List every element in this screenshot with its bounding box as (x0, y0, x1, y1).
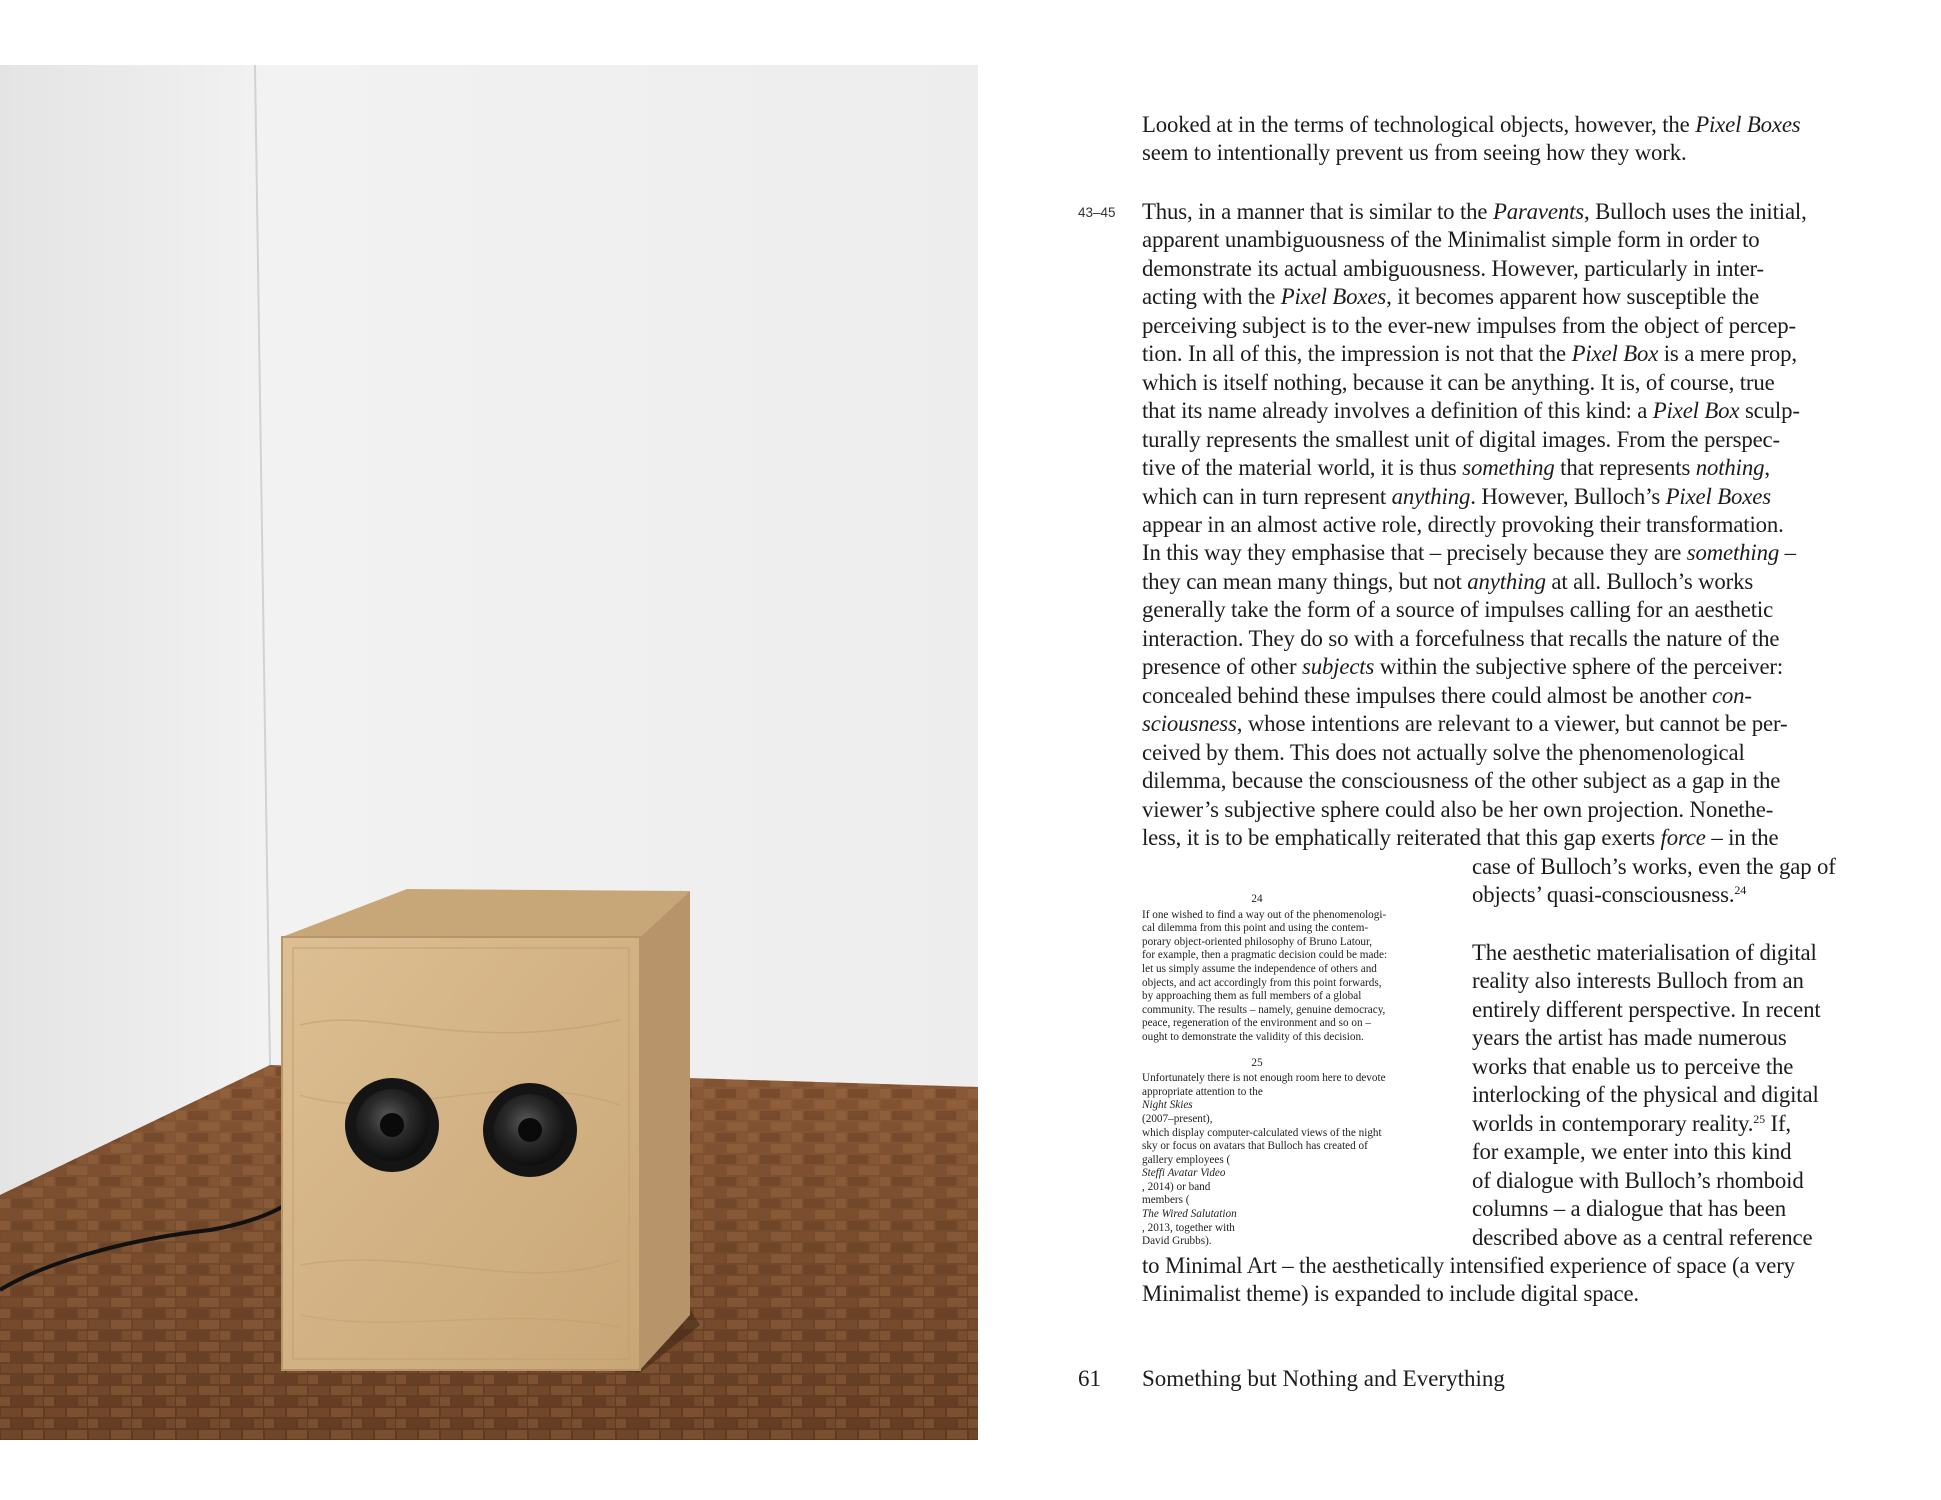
main-paragraph: Thus, in a manner that is similar to the Paravents, Bulloch uses the initial, apparent unambiguousness of the Minimalist simple form in order to demonstrate its actual ambiguousness. However, particularly in inter- acting with the Pixel Boxes, it becomes apparent how susceptible the perceiving subject is to the ever-new impulses from the object of percep- tion. In all of this, the impression is not that the Pixel Box is a mere prop, which is itself nothing, because it can be anything. It is, of course, true that its name already involves a definition of this kind: a Pixel Box sculp- turally represents the smallest unit of digital images. From the perspec- tive of the material world, it is thus something that represents nothing, which can in turn represent anything. However, Bulloch’s Pixel Boxes appear in an almost active role, directly provoking their transformation. In this way they emphasise that – precisely because they are something – they can mean many things, but not anything at all. Bulloch’s works generally take the form of a source of impulses calling for an aesthetic interaction. They do so with a forcefulness that recalls the nature of the presence of other subjects within the subjective sphere of the perceiver: concealed behind these impulses there could almost be another con- sciousness, whose intentions are relevant to a viewer, but cannot be per- ceived by them. This does not actually solve the phenomenological dilemma, because the consciousness of the other subject as a gap in the viewer’s subjective sphere could also be her own projection. Nonethe- less, it is to be emphatically reiterated that this gap exerts force – in the (1142, 199, 1807, 850)
page-number: 61 (1078, 1366, 1101, 1391)
footnote-number: 24 (1251, 893, 1263, 905)
running-title: Something but Nothing and Everything (1142, 1366, 1505, 1391)
footnote-25: Unfortunately there is not enough room here to devote appropriate attention to the Night Skies (2007–present), which display computer-calculated views of the night sky or focus on avatars that Bulloch has created of gallery employees ( Steffi Avatar Video , 2014) or band members ( The Wired Salutation , 2013, together with David Grubbs). (1142, 1072, 1386, 1248)
intro-paragraph: Looked at in the terms of technological objects, however, the Pixel Boxes seem to intentionally prevent us from seeing how they work. (1142, 112, 1801, 166)
footnote-24: If one wished to find a way out of the phenomenologi- cal dilemma from this point and using the contem- porary object-oriented philosophy of Bruno Latour, for example, then a pragmatic decision could be made: let us simply assume the independence of others and objects, and act accordingly from this point forwards, by approaching them as full members of a global community. The results – namely, genuine democracy, peace, regeneration of the environment and so on – ought to demonstrate the validity of this decision. (1142, 908, 1388, 1043)
footnote-ref-24: 24 (1734, 883, 1747, 898)
third-paragraph-tail: to Minimal Art – the aesthetically intensified experience of space (a very Minimalist theme) is expanded to include digital space. (1142, 1253, 1795, 1307)
third-paragraph: The aesthetic materialisation of digital reality also interests Bulloch from an entirely different perspective. In recent years the artist has made numerous works that enable us to perceive the interlocking of the physical and digital worlds in contemporary reality.$^{25}$ If, for example, we enter into this kind of dialogue with Bulloch’s rhomboid columns – a dialogue that has been described above as a central reference (1472, 940, 1821, 1250)
footnotes (1142, 893, 1452, 1261)
plate-reference: 43–45 (1078, 205, 1116, 220)
main-paragraph-tail: case of Bulloch’s works, even the gap of objects’ quasi-consciousness.$^{24}$ (1472, 854, 1836, 908)
footnote-ref-25: 25 (1753, 1111, 1765, 1126)
footnote-number: 25 (1251, 1056, 1263, 1069)
